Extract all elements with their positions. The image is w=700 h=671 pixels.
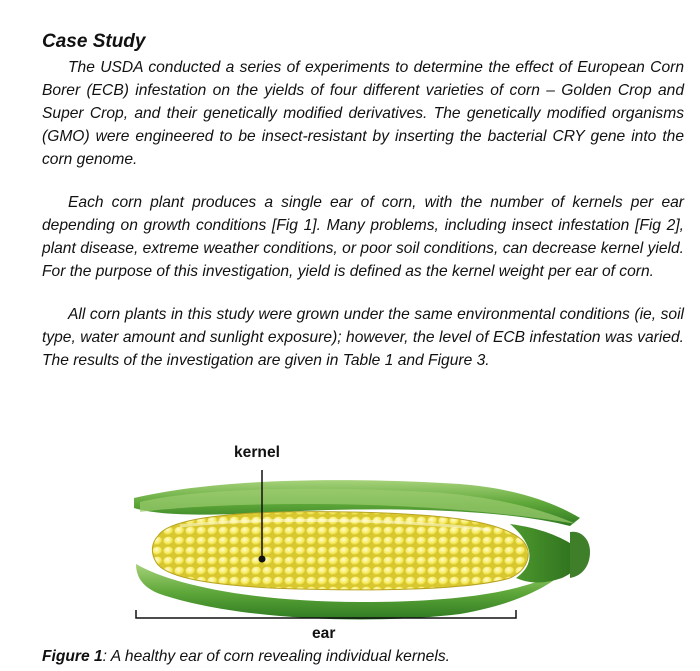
paragraph-conditions: All corn plants in this study were grown under the same environmental conditions (ie, soil type, water amount and sunlight exposure); however, the level of ECB infestation was varied. The results of the investigation are given in Table 1 and Figure 3.: [42, 306, 684, 369]
figure-caption-label: Figure 1: [42, 648, 103, 665]
paragraph-kernels: Each corn plant produces a single ear of corn, with the number of kernels per ear depending on growth conditions [Fig 1]. Many problems, including insect infestation [Fig 2], plant disease, extreme weather conditions, or poor soil conditions, can decrease kernel yield. For the purpose of this investigation, yield is defined as the kernel weight per ear of corn.: [42, 194, 684, 280]
figure-caption: [42, 646, 450, 668]
corn-figure: [130, 444, 590, 644]
case-study-heading: Case Study: [42, 31, 146, 52]
kernel-pointer-dot: [259, 556, 266, 563]
paragraph-intro: The USDA conducted a series of experiments to determine the effect of European Corn Borer (ECB) infestation on the yields of four different varieties of corn – Golden Crop and Super Crop, and their genetically modified derivatives. The genetically modified organisms (GMO) were engineered to be insect-resistant by inserting the bacterial CRY gene into the corn genome.: [42, 59, 684, 168]
ear-label: ear: [312, 625, 336, 642]
corn-ear-illustration: [130, 466, 590, 626]
document-body: [42, 30, 684, 392]
kernel-label: kernel: [234, 444, 280, 461]
figure-caption-text: : A healthy ear of corn revealing individual kernels.: [102, 648, 450, 665]
